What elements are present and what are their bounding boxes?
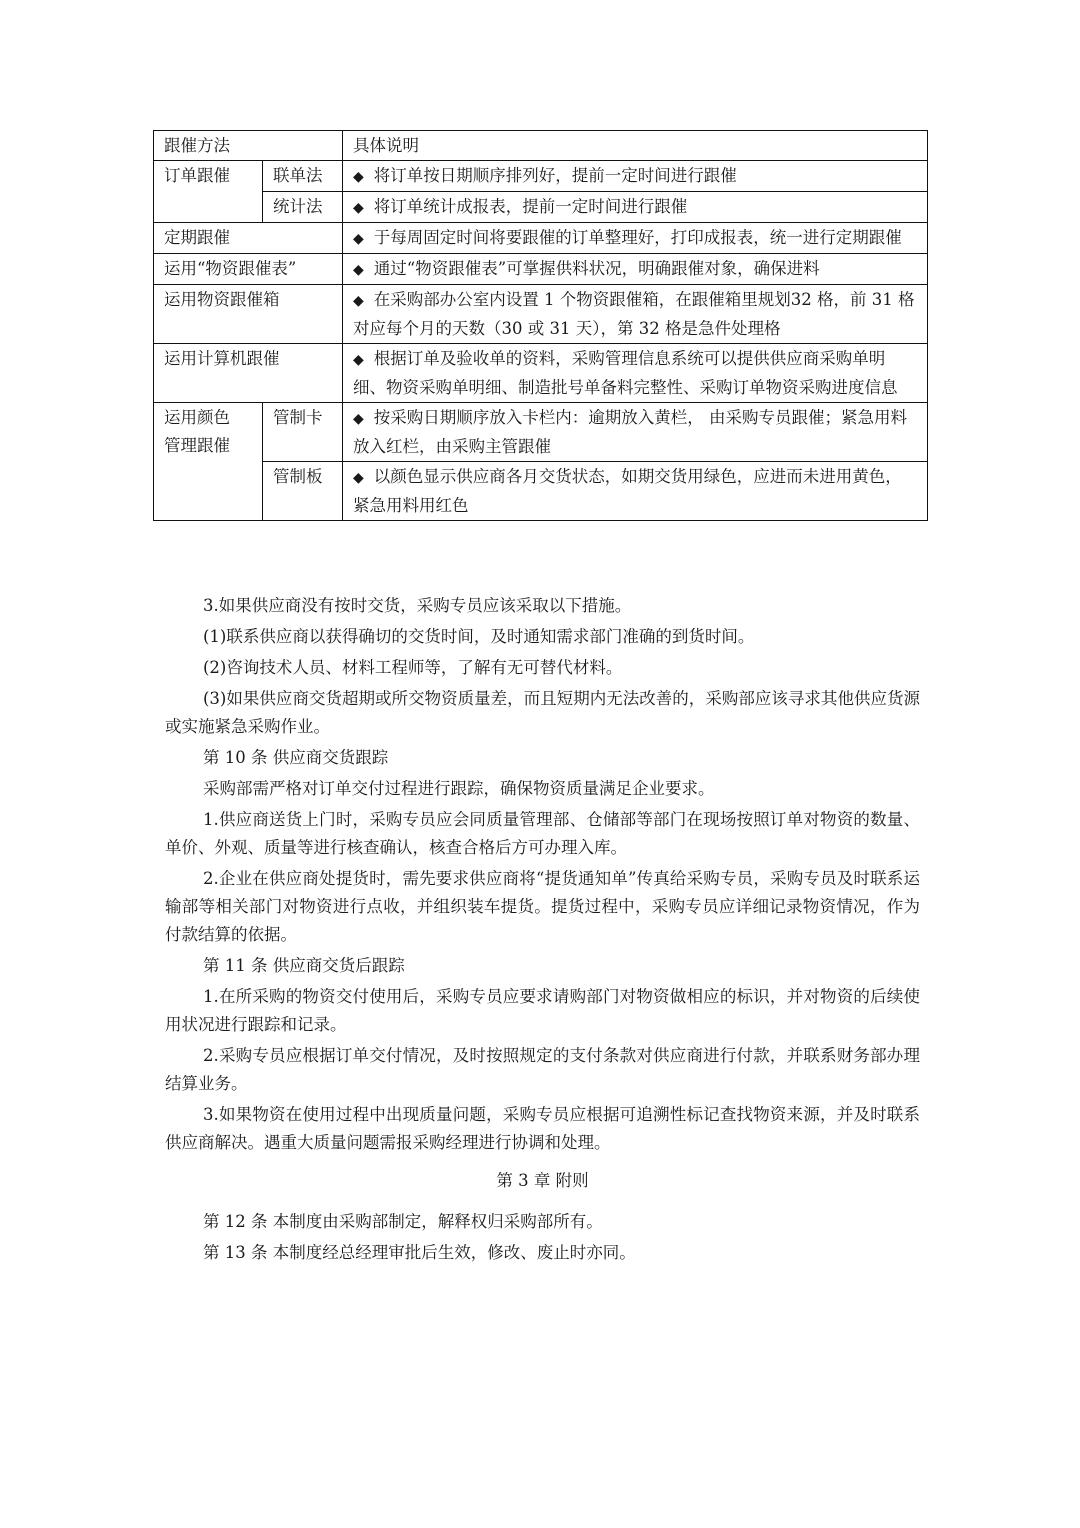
paragraph: 3.如果物资在使用过程中出现质量问题，采购专员应根据可追溯性标记查找物资来源，并及时联系供应商解决。遇重大质量问题需报采购经理进行协调和处理。	[165, 1105, 920, 1152]
paragraph: 1.供应商送货上门时，采购专员应会同质量管理部、仓储部等部门在现场按照订单对物资的数量、单价、外观、质量等进行核查确认，核查合格后方可办理入库。	[165, 810, 920, 857]
method-cell: 运用物资跟催箱	[154, 285, 343, 344]
table-row	[154, 161, 928, 192]
paragraph: 采购部需严格对订单交付过程进行跟踪，确保物资质量满足企业要求。	[203, 779, 715, 798]
method-cell: 运用计算机跟催	[154, 344, 343, 403]
description-cell: ◆ 以颜色显示供应商各月交货状态，如期交货用绿色，应进而未进用黄色，紧急用料用红色	[343, 462, 928, 521]
chapter-heading: 第 3 章 附则	[496, 1171, 589, 1190]
table-row	[154, 344, 928, 403]
article-paragraph: 第 13 条 本制度经总经理审批后生效，修改、废止时亦同。	[203, 1243, 636, 1262]
description-cell: ◆ 将订单统计成报表，提前一定时间进行跟催	[343, 192, 928, 223]
submethod-cell: 管制板	[263, 462, 343, 521]
paragraph: (2)咨询技术人员、材料工程师等，了解有无可替代材料。	[203, 658, 623, 677]
method-color-tracking: 运用颜色 管理跟催	[154, 403, 263, 521]
body-text	[165, 592, 920, 1270]
table-row	[154, 403, 928, 462]
table-row	[154, 285, 928, 344]
bullet-icon: ◆	[353, 200, 364, 216]
description-cell: ◆ 于每周固定时间将要跟催的订单整理好，打印成报表，统一进行定期跟催	[343, 223, 928, 254]
description-cell: ◆ 根据订单及验收单的资料，采购管理信息系统可以提供供应商采购单明细、物资采购单明细、制造批号单备料完整性、采购订单物资采购进度信息	[343, 344, 928, 403]
table-header-row	[154, 131, 928, 161]
paragraph: 2.企业在供应商处提货时，需先要求供应商将“提货通知单”传真给采购专员，采购专员及时联系运输部等相关部门对物资进行点收，并组织装车提货。提货过程中，采购专员应详细记录物资情况，作为付款结算的依据。	[165, 869, 920, 944]
bullet-icon: ◆	[353, 293, 364, 309]
submethod-cell: 统计法	[263, 192, 343, 223]
paragraph: 3.如果供应商没有按时交货，采购专员应该采取以下措施。	[203, 596, 632, 615]
article-heading: 第 10 条 供应商交货跟踪	[203, 748, 389, 767]
bullet-icon: ◆	[353, 262, 364, 278]
method-cell: 运用“物资跟催表”	[154, 254, 343, 285]
table-row	[154, 223, 928, 254]
table-row	[154, 462, 928, 521]
bullet-icon: ◆	[353, 411, 364, 427]
header-method: 跟催方法	[154, 131, 343, 161]
article-heading: 第 11 条 供应商交货后跟踪	[203, 956, 405, 975]
bullet-icon: ◆	[353, 352, 364, 368]
paragraph: 1.在所采购的物资交付使用后，采购专员应要求请购部门对物资做相应的标识，并对物资的后续使用状况进行跟踪和记录。	[165, 987, 920, 1034]
paragraph: (1)联系供应商以获得确切的交货时间，及时通知需求部门准确的到货时间。	[203, 627, 755, 646]
bullet-icon: ◆	[353, 231, 364, 247]
method-cell: 定期跟催	[154, 223, 343, 254]
description-cell: ◆ 在采购部办公室内设置 1 个物资跟催箱，在跟催箱里规划32 格，前 31 格对应每个月的天数（30 或 31 天），第 32 格是急件处理格	[343, 285, 928, 344]
paragraph: (3)如果供应商交货超期或所交物资质量差，而且短期内无法改善的，采购部应该寻求其他供应货源或实施紧急采购作业。	[165, 689, 920, 736]
tracking-methods-table	[153, 130, 928, 521]
table-row	[154, 192, 928, 223]
method-order-tracking: 订单跟催	[154, 161, 263, 223]
bullet-icon: ◆	[353, 169, 364, 185]
bullet-icon: ◆	[353, 470, 364, 486]
header-description: 具体说明	[343, 131, 928, 161]
paragraph: 2.采购专员应根据订单交付情况，及时按照规定的支付条款对供应商进行付款，并联系财务部办理结算业务。	[165, 1046, 920, 1093]
description-cell: ◆ 将订单按日期顺序排列好，提前一定时间进行跟催	[343, 161, 928, 192]
submethod-cell: 联单法	[263, 161, 343, 192]
description-cell: ◆ 按采购日期顺序放入卡栏内：逾期放入黄栏， 由采购专员跟催；紧急用料放入红栏，由采购主管跟催	[343, 403, 928, 462]
submethod-cell: 管制卡	[263, 403, 343, 462]
table-row	[154, 254, 928, 285]
description-cell: ◆ 通过“物资跟催表”可掌握供料状况，明确跟催对象，确保进料	[343, 254, 928, 285]
article-paragraph: 第 12 条 本制度由采购部制定，解释权归采购部所有。	[203, 1212, 603, 1231]
